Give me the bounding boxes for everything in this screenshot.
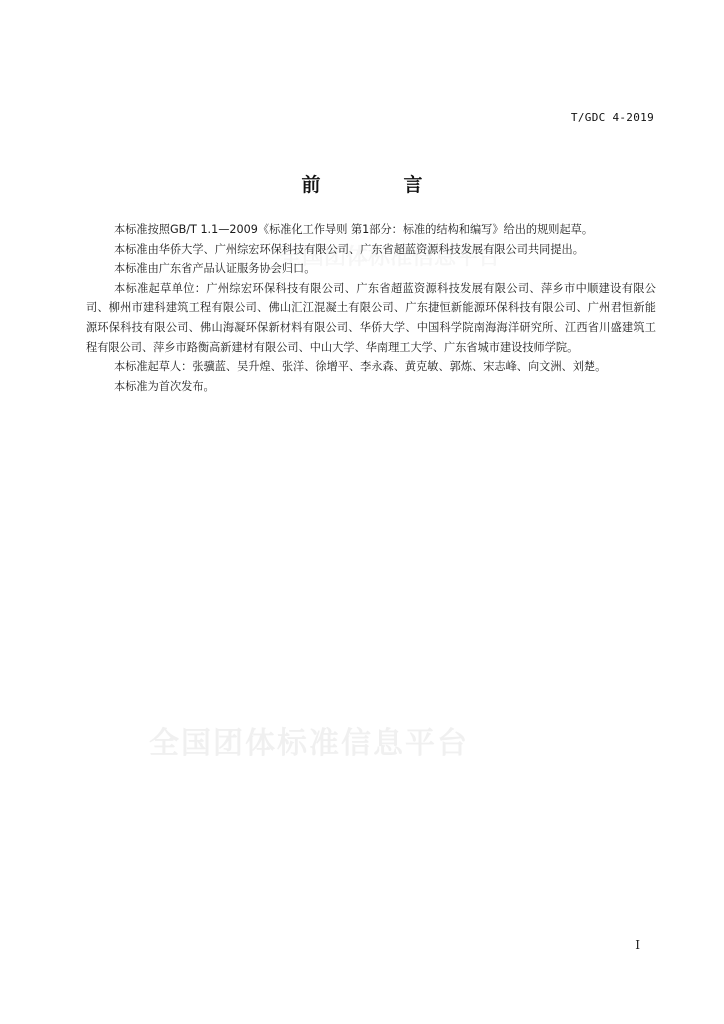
paragraph-proposers: 本标准由华侨大学、广州综宏环保科技有限公司、广东省超蓝资源科技发展有限公司共同提出。 — [114, 242, 584, 256]
standard-code: T/GDC 4-2019 — [570, 111, 654, 124]
foreword-body — [86, 220, 656, 396]
page-title: 前 言 — [301, 174, 455, 196]
paragraph-administration: 本标准由广东省产品认证服务协会归口。 — [114, 262, 316, 276]
watermark: 全国团体标准信息平台 — [149, 726, 469, 761]
paragraph-drafting-rules: 本标准按照GB/T 1.1—2009《标准化工作导则 第1部分：标准的结构和编写》给出的规则起草。 — [114, 223, 594, 236]
paragraph-drafting-units: 本标准起草单位：广州综宏环保科技有限公司、广东省超蓝资源科技发展有限公司、萍乡市中顺建设有限公司、柳州市建科建筑工程有限公司、佛山汇江混凝土有限公司、广东捷恒新能源环保科技有限公司、广州君恒新能源环保科技有限公司、佛山海凝环保新材料有限公司、华侨大学、中国科学院南海海洋研究所、江西省川盛建筑工程有限公司、萍乡市路衡高新建材有限公司、中山大学、华南理工大学、广东省城市建设技师学院。 — [86, 281, 656, 354]
paragraph-drafters: 本标准起草人：张骥蓝、吴升煌、张洋、徐增平、李永森、黄克敏、郭炼、宋志峰、向文洲、刘楚。 — [114, 360, 607, 374]
page-number: I — [635, 938, 640, 952]
paragraph-first-release: 本标准为首次发布。 — [114, 379, 215, 393]
